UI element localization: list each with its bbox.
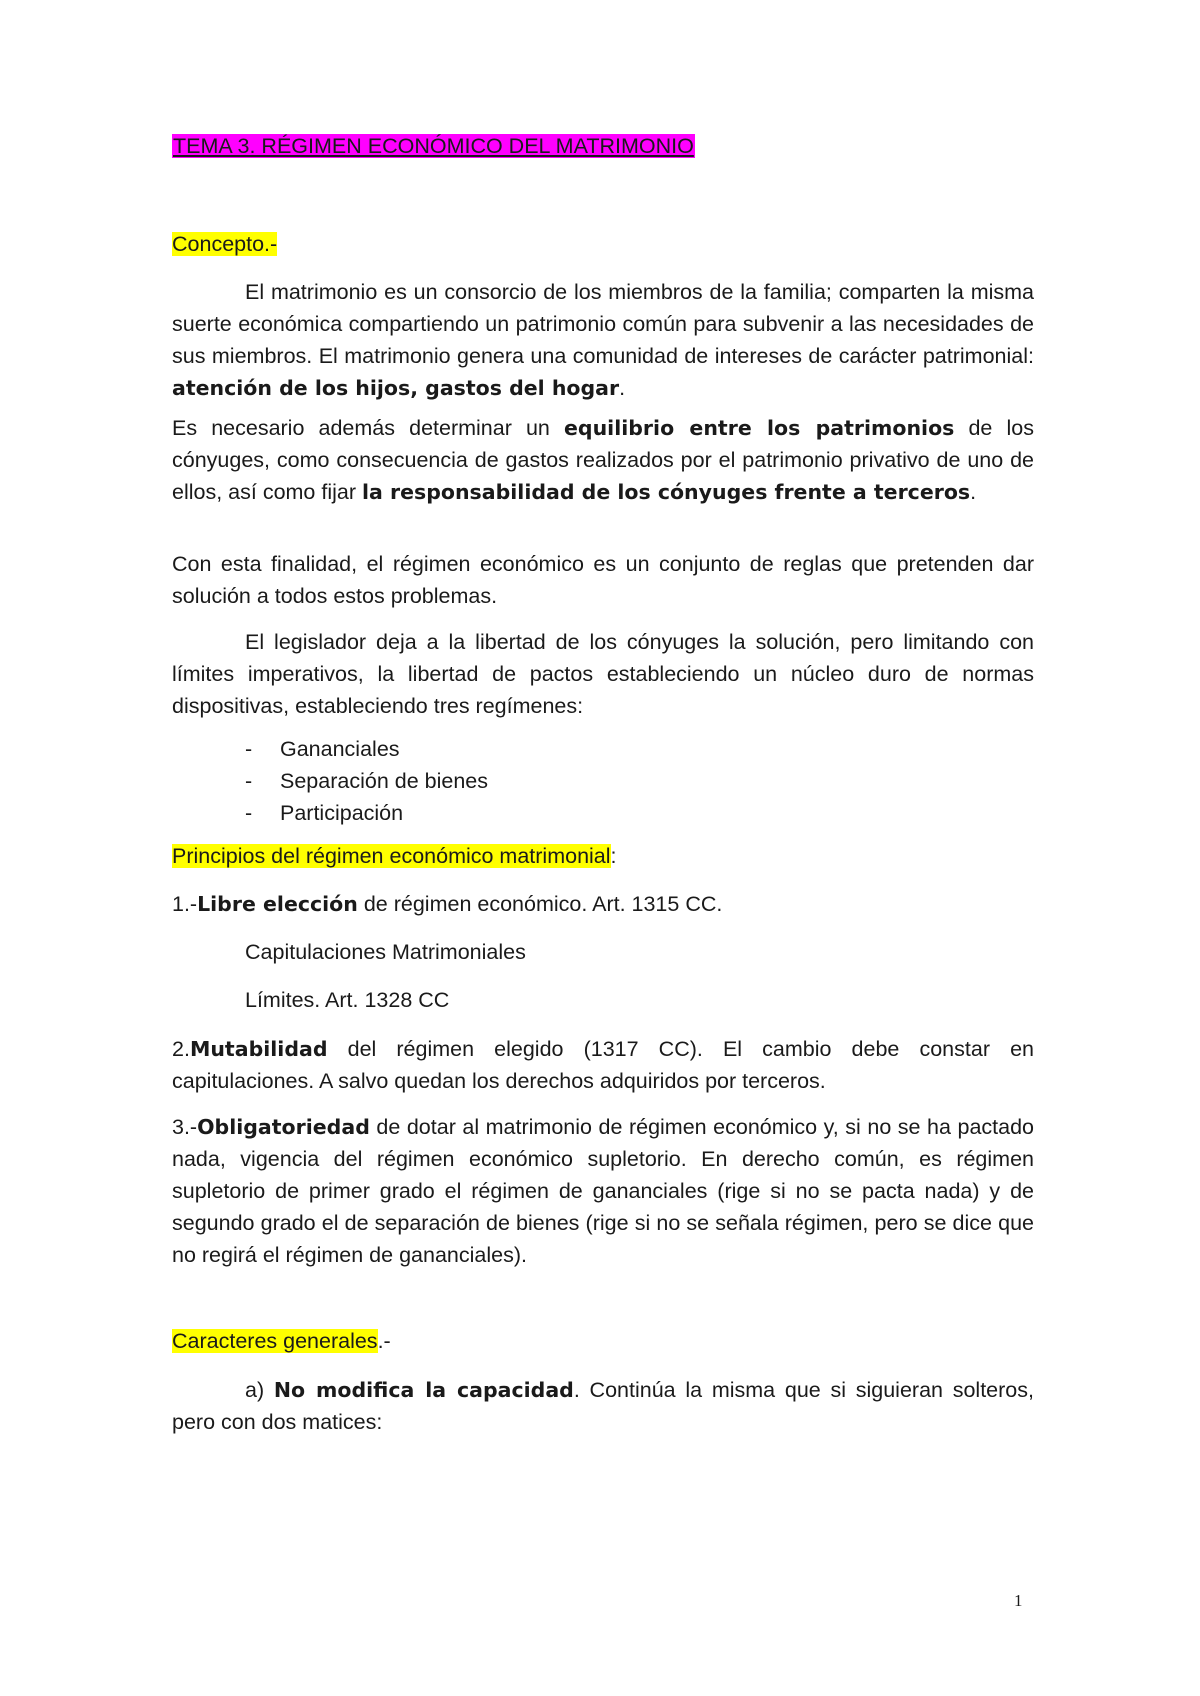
paragraph-text: de los cónyuges, como consecuencia de gastos realizados por el patrimonio privativo de uno de ellos, así como fijar <box>172 416 1034 504</box>
paragraph-text: del régimen elegido (1317 CC). El cambio debe constar en capitulaciones. A salvo quedan los derechos adquiridos por terceros. <box>172 1037 1034 1093</box>
paragraph-text: El matrimonio es un consorcio de los miembros de la familia; comparten la misma suerte económica compartiendo un patrimonio común para subvenir a las necesidades de sus miembros. El matrimonio genera una comunidad de intereses de carácter patrimonial: <box>172 280 1034 368</box>
caracteres-heading: Caracteres generales <box>172 1329 378 1353</box>
limites-line: Límites. Art. 1328 CC <box>245 988 450 1012</box>
bold-text: No modifica la capacidad <box>273 1378 574 1402</box>
caracteres-heading-line <box>172 1325 1034 1357</box>
concepto-heading-line <box>172 228 1034 260</box>
bold-text: la responsabilidad de los cónyuges frente a terceros <box>361 480 971 504</box>
list-item <box>172 733 872 765</box>
capitulaciones-line: Capitulaciones Matrimoniales <box>245 940 526 964</box>
list-item-text: Gananciales <box>280 737 400 761</box>
list-item <box>172 797 872 829</box>
paragraph-text: a) <box>245 1378 274 1402</box>
list-item-text: Separación de bienes <box>280 769 488 793</box>
list-item-text: Participación <box>280 801 404 825</box>
paragraph-text: de régimen económico. Art. 1315 CC. <box>357 892 723 916</box>
paragraph-concepto <box>172 276 1034 404</box>
paragraph-legislador: El legislador deja a la libertad de los cónyuges la solución, pero limitando con límites imperativos, la libertad de pactos estableciendo un núcleo duro de normas dispositivas, estableciendo tres regímenes: <box>172 630 1034 718</box>
paragraph-text: 1.- <box>172 892 198 916</box>
paragraph-text: . <box>970 480 977 504</box>
list-item <box>172 765 872 797</box>
caracter-capacidad <box>172 1374 1034 1438</box>
paragraph-text: 3.- <box>172 1115 198 1139</box>
document-title: TEMA 3. RÉGIMEN ECONÓMICO DEL MATRIMONIO <box>173 134 694 158</box>
paragraph-text: Es necesario además determinar un <box>172 416 564 440</box>
page-number: 1 <box>1014 1591 1023 1610</box>
principio-mutabilidad <box>172 1033 1034 1097</box>
heading-suffix: .- <box>377 1329 391 1353</box>
paragraph-equilibrio <box>172 412 1034 508</box>
list-dash: - <box>245 737 253 761</box>
principios-heading: Principios del régimen económico matrimonial <box>172 844 611 868</box>
bold-text: equilibrio entre los patrimonios <box>564 416 955 440</box>
paragraph-text: 2. <box>172 1037 190 1061</box>
heading-colon: : <box>610 844 617 868</box>
principio-obligatoriedad <box>172 1111 1034 1271</box>
principios-heading-line <box>172 840 1034 872</box>
document-title-line <box>172 130 1034 162</box>
list-dash: - <box>245 801 253 825</box>
paragraph-text: de dotar al matrimonio de régimen económico y, si no se ha pactado nada, vigencia del régimen económico supletorio. En derecho común, es régimen supletorio de primer grado el régimen de gananciales (rige si no se pacta nada) y de segundo grado el de separación de bienes (rige si no se señala régimen, pero se dice que no regirá el régimen de gananciales). <box>172 1115 1034 1267</box>
list-dash: - <box>245 769 253 793</box>
paragraph-text: . Continúa la misma que si siguieran solteros, pero con dos matices: <box>172 1378 1034 1434</box>
bold-text: Mutabilidad <box>189 1037 328 1061</box>
principio-libre-eleccion <box>172 888 1034 920</box>
bold-text: atención de los hijos, gastos del hogar <box>172 376 620 400</box>
paragraph-text: . <box>619 376 626 400</box>
bold-text: Libre elección <box>197 892 358 916</box>
paragraph-finalidad: Con esta finalidad, el régimen económico es un conjunto de reglas que pretenden dar solución a todos estos problemas. <box>172 552 1034 608</box>
bold-text: Obligatoriedad <box>197 1115 370 1139</box>
concepto-heading: Concepto.- <box>172 232 278 256</box>
regimenes-list <box>172 733 872 829</box>
